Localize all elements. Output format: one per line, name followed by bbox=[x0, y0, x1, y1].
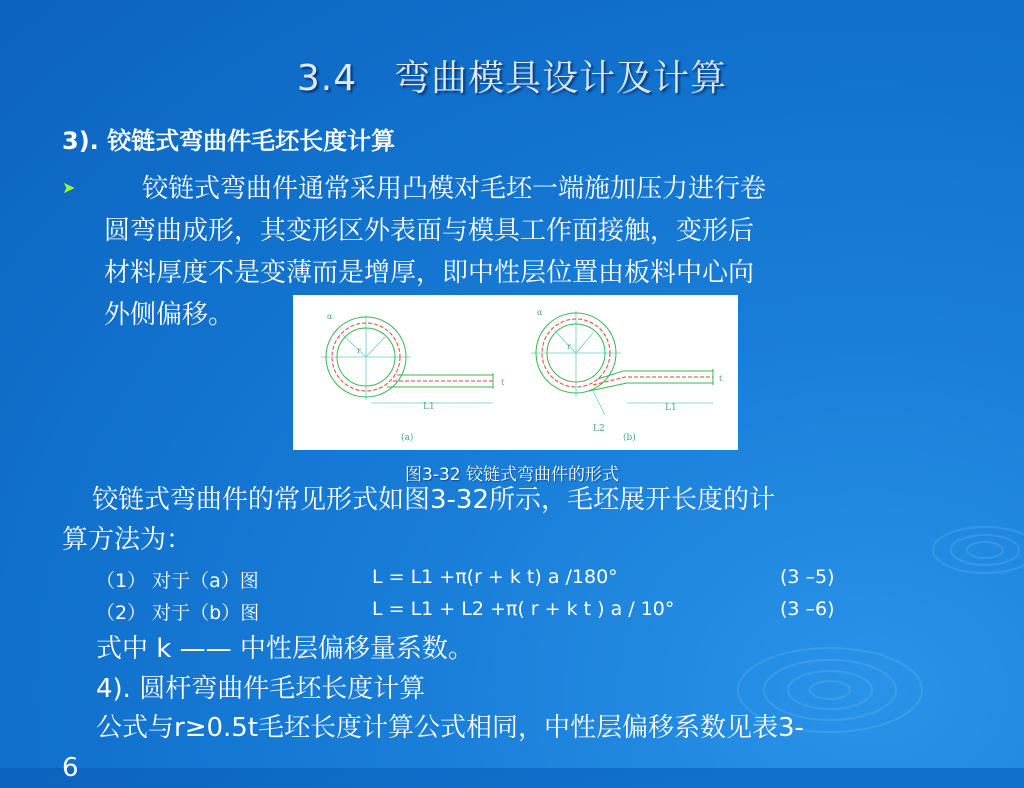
radius-label-b: r bbox=[567, 342, 571, 351]
l2-label-b: L2 bbox=[593, 424, 605, 434]
radius-label-a: r bbox=[357, 346, 361, 355]
paragraph-line: 算方法为： bbox=[62, 525, 193, 555]
hinge-diagram bbox=[293, 295, 738, 450]
formula-1-equation: L = L1 +π(r + k t) a /180° bbox=[372, 566, 618, 588]
formula-2-number: (3 –6) bbox=[780, 598, 835, 620]
paragraph-line: 6 bbox=[62, 753, 79, 783]
formula-2-equation: L = L1 + L2 +π( r + k t ) a / 10° bbox=[372, 598, 675, 620]
arrow-bullet-icon: ➤ bbox=[62, 178, 76, 197]
panel-b-drawing bbox=[531, 311, 713, 415]
panel-a-drawing bbox=[321, 315, 493, 403]
formula-1-number: (3 –5) bbox=[780, 566, 835, 588]
panel-b-label: (b) bbox=[623, 433, 636, 443]
paragraph-line: 圆弯曲成形，其变形区外表面与模具工作面接触，变形后 bbox=[104, 216, 755, 246]
paragraph-line: 铰链式弯曲件通常采用凸模对毛坯一端施加压力进行卷 bbox=[142, 174, 767, 204]
paragraph-line: 材料厚度不是变薄而是增厚，即中性层位置由板料中心向 bbox=[104, 258, 755, 288]
thickness-label-b: t bbox=[719, 374, 723, 383]
formula-2-label: （2） 对于（b）图 bbox=[96, 602, 260, 624]
method-paragraph bbox=[62, 480, 1002, 560]
hinge-bend-figure bbox=[293, 295, 738, 450]
section-heading: 3). 铰链式弯曲件毛坯长度计算 bbox=[62, 127, 396, 155]
closing-paragraph bbox=[62, 708, 1002, 788]
figure-caption: 图3-32 铰链式弯曲件的形式 bbox=[405, 465, 619, 485]
paragraph-line: 铰链式弯曲件的常见形式如图3-32所示，毛坯展开长度的计 bbox=[92, 485, 776, 515]
alpha-label-b: α bbox=[537, 308, 543, 317]
thickness-label-a: t bbox=[501, 378, 505, 387]
slide-title: 3.4 弯曲模具设计及计算 bbox=[296, 58, 728, 99]
paragraph-line: 公式与r≥0.5t毛坯长度计算公式相同，中性层偏移系数见表3- bbox=[96, 713, 804, 743]
paragraph-line: 外侧偏移。 bbox=[104, 300, 235, 330]
section-subheading: 4). 圆杆弯曲件毛坯长度计算 bbox=[96, 674, 426, 704]
formula-1-label: （1） 对于（a）图 bbox=[96, 570, 259, 592]
alpha-label-a: α bbox=[327, 312, 333, 321]
l1-label-b: L1 bbox=[665, 403, 677, 413]
coefficient-note: 式中 k —— 中性层偏移量系数。 bbox=[96, 634, 474, 664]
panel-a-label: (a) bbox=[401, 433, 414, 443]
l1-label-a: L1 bbox=[423, 402, 435, 412]
